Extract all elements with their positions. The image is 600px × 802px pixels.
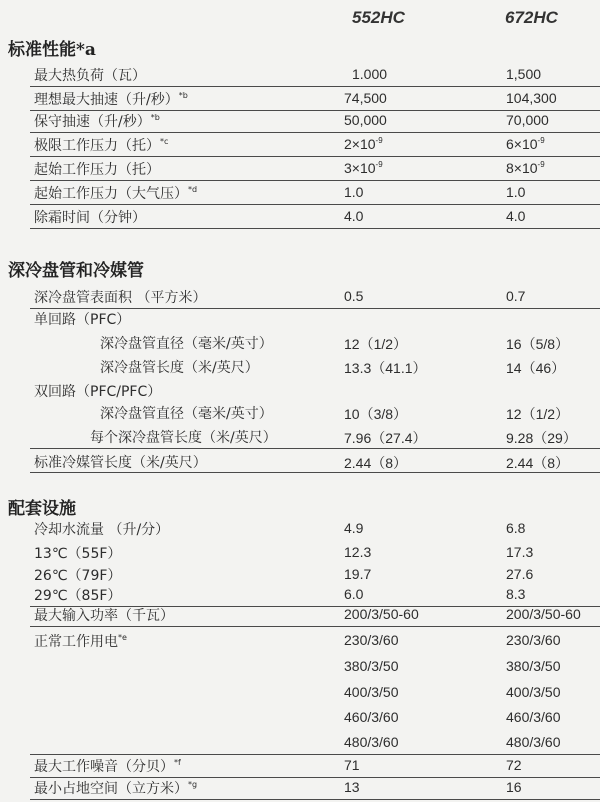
row-label: 深冷盘管直径（毫米/英寸） [100,336,273,352]
row-label: 起始工作压力（大气压）$^{*d}$ [34,185,198,202]
table-row [30,330,600,355]
value-552hc: 19.7 [344,566,372,582]
table-row [30,680,600,705]
table-row [30,400,600,425]
value-552hc: 200/3/50-60 [344,606,419,622]
value-672hc: $8\times 10^{-9}$ [506,160,545,176]
row-label: 冷却水流量 （升/分） [34,522,170,538]
value-552hc: 13.3（41.1） [344,360,427,376]
table-row [30,448,600,473]
value-672hc: 72 [506,757,522,773]
footnote-marker: *e [118,633,127,642]
value-672hc: 16（5/8） [506,336,570,352]
value-552hc: 480/3/60 [344,734,399,750]
value-552hc: 400/3/50 [344,684,399,700]
value-552hc: 50,000 [344,112,387,128]
table-row [30,730,600,755]
value-672hc: 380/3/50 [506,658,561,674]
section-title-performance: 标准性能*a [8,40,96,60]
row-subheading: 单回路（PFC） [34,312,131,328]
section-title-facilities: 配套设施 [8,499,76,519]
table-row [30,132,600,157]
value-552hc: 230/3/60 [344,632,399,648]
value-672hc: 4.0 [506,208,526,224]
row-label: 29℃（85F） [34,588,122,604]
footnote-marker: *b [178,91,188,100]
table-row [30,180,600,205]
value-552hc: 10（3/8） [344,406,408,422]
table-row [30,516,600,541]
row-label: 起始工作压力（托） [34,162,160,178]
value-672hc: 104,300 [506,90,557,106]
value-672hc: 16 [506,779,522,795]
value-672hc: 70,000 [506,112,549,128]
row-label: 深冷盘管表面积 （平方米） [34,290,207,306]
table-row [30,306,600,331]
row-label: 保守抽速（升/秒）$^{*b}$ [34,113,160,130]
row-label: 除霜时间（分钟） [34,210,146,226]
value-552hc: 2.44（8） [344,455,408,471]
value-552hc: 1.0 [344,184,364,200]
value-552hc: 74,500 [344,90,387,106]
footnote-marker: *d [188,185,198,194]
value-672hc: 0.7 [506,288,526,304]
value-672hc: 9.28（29） [506,430,577,446]
table-row [30,156,600,181]
row-label: 26℃（79F） [34,568,122,584]
value-552hc: 380/3/50 [344,658,399,674]
section-title-coils: 深冷盘管和冷媒管 [8,261,144,281]
row-label: 标准冷媒管长度（米/英尺） [34,455,207,471]
column-header-672hc: 672HC [505,8,558,27]
table-row [30,204,600,229]
value-552hc: 1.000 [352,66,388,82]
table-row [30,602,600,627]
row-label: 最大热负荷（瓦） [34,68,146,84]
table-row [30,354,600,379]
value-672hc: 480/3/60 [506,734,561,750]
value-552hc: 4.0 [344,208,364,224]
table-row [30,654,600,679]
table-row [30,705,600,730]
column-header-552hc: 552HC [352,8,405,27]
value-552hc: $3\times 10^{-9}$ [344,160,383,176]
value-552hc: 71 [344,757,360,773]
footnote-marker: *c [160,137,169,146]
value-672hc: 400/3/50 [506,684,561,700]
value-672hc: 27.6 [506,566,534,582]
value-552hc: 4.9 [344,520,364,536]
value-552hc: 0.5 [344,288,364,304]
value-672hc: 1.0 [506,184,526,200]
row-label: 极限工作压力（托）$^{*c}$ [34,137,169,154]
value-672hc: 200/3/50-60 [506,606,581,622]
value-672hc: 1,500 [506,66,542,82]
value-672hc: 8.3 [506,586,526,602]
value-552hc: 6.0 [344,586,364,602]
value-672hc: 2.44（8） [506,455,570,471]
table-row [30,628,600,653]
value-552hc: 12.3 [344,544,372,560]
table-row [30,424,600,449]
footnote-marker: *b [150,113,160,122]
value-672hc: 17.3 [506,544,534,560]
row-subheading: 双回路（PFC/PFC） [34,384,162,400]
value-552hc: $2\times 10^{-9}$ [344,136,383,152]
value-552hc: 12（1/2） [344,336,408,352]
row-label: 深冷盘管直径（毫米/英寸） [100,406,273,422]
value-552hc: 460/3/60 [344,709,399,725]
table-row [30,62,600,87]
value-552hc: 13 [344,779,360,795]
row-label: 正常工作用电$^{*e}$ [34,633,127,650]
row-label: 深冷盘管长度（米/英尺） [100,360,259,376]
row-label: 每个深冷盘管长度（米/英尺） [90,430,277,446]
value-672hc: 12（1/2） [506,406,570,422]
row-label: 最大输入功率（千瓦） [34,608,174,624]
table-row [30,775,600,800]
row-label: 最大工作噪音（分贝）$^{*f}$ [34,758,181,775]
value-672hc: 14（46） [506,360,566,376]
value-552hc: 7.96（27.4） [344,430,427,446]
table-row [30,108,600,133]
footnote-marker: *g [188,780,198,789]
value-672hc: $6\times 10^{-9}$ [506,136,545,152]
row-label: 13℃（55F） [34,546,122,562]
value-672hc: 460/3/60 [506,709,561,725]
footnote-marker: *f [174,758,181,767]
value-672hc: 6.8 [506,520,526,536]
row-label: 理想最大抽速（升/秒）$^{*b}$ [34,91,188,108]
row-label: 最小占地空间（立方米）$^{*g}$ [34,780,198,797]
value-672hc: 230/3/60 [506,632,561,648]
